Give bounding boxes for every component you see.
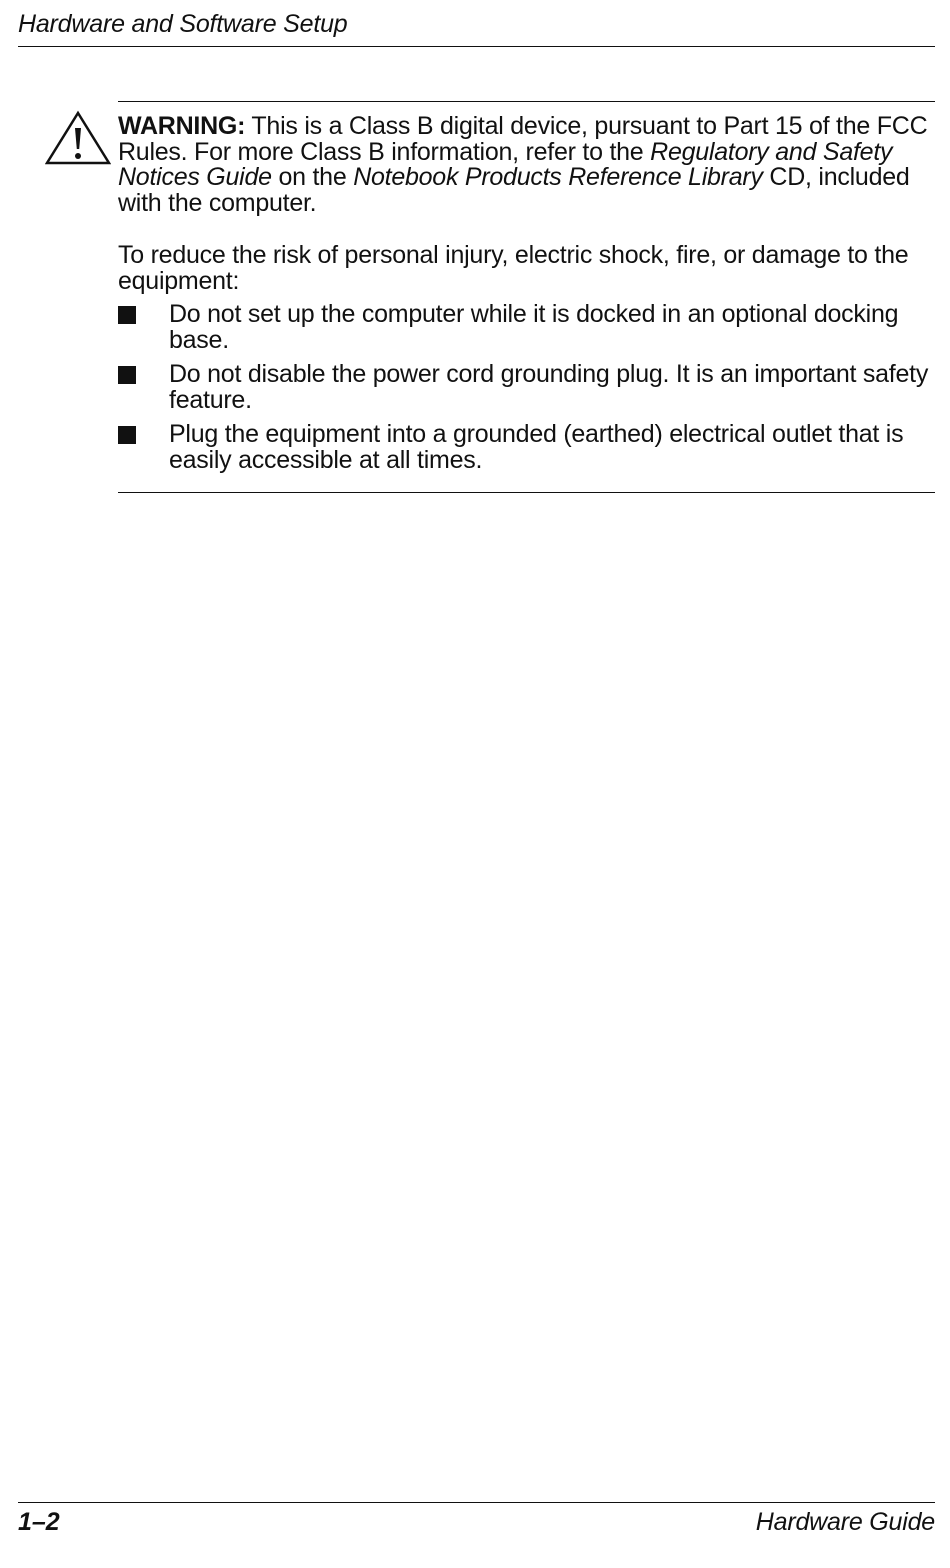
bullet-square-icon xyxy=(118,426,136,444)
list-item-text: Do not set up the computer while it is docked in an optional docking base. xyxy=(169,300,899,354)
warning-text-part: CD, included with the computer. xyxy=(118,163,910,217)
warning-top-rule xyxy=(118,101,935,102)
regulatory-guide-title: Regulatory and Safety Notices Guide xyxy=(118,137,893,191)
warning-label: WARNING: xyxy=(118,112,246,140)
list-item xyxy=(118,362,948,414)
footer-book-title: Hardware Guide xyxy=(755,1508,935,1536)
warning-text-part: This is a Class B digital device, pursuant to Part 15 of the FCC Rules. For more Class B information, refer to the xyxy=(118,112,928,166)
reference-library-title: Notebook Products Reference Library xyxy=(353,163,763,191)
warning-triangle-icon xyxy=(45,110,111,166)
warning-bottom-rule xyxy=(118,492,935,493)
warning-text-part: on the xyxy=(271,163,354,191)
bullet-square-icon xyxy=(118,306,136,324)
list-item xyxy=(118,422,948,474)
list-item xyxy=(118,302,948,354)
list-item-text: Plug the equipment into a grounded (earthed) electrical outlet that is easily accessible at all times. xyxy=(169,420,904,474)
running-header-title: Hardware and Software Setup xyxy=(18,10,348,38)
warning-paragraph xyxy=(118,114,948,216)
header-rule xyxy=(18,46,935,47)
list-item-text: Do not disable the power cord grounding plug. It is an important safety feature. xyxy=(169,360,929,414)
bullet-square-icon xyxy=(118,366,136,384)
footer-rule xyxy=(18,1502,935,1503)
warning-intro: To reduce the risk of personal injury, electric shock, fire, or damage to the equipment: xyxy=(118,241,909,295)
page-number: 1–2 xyxy=(18,1508,60,1536)
